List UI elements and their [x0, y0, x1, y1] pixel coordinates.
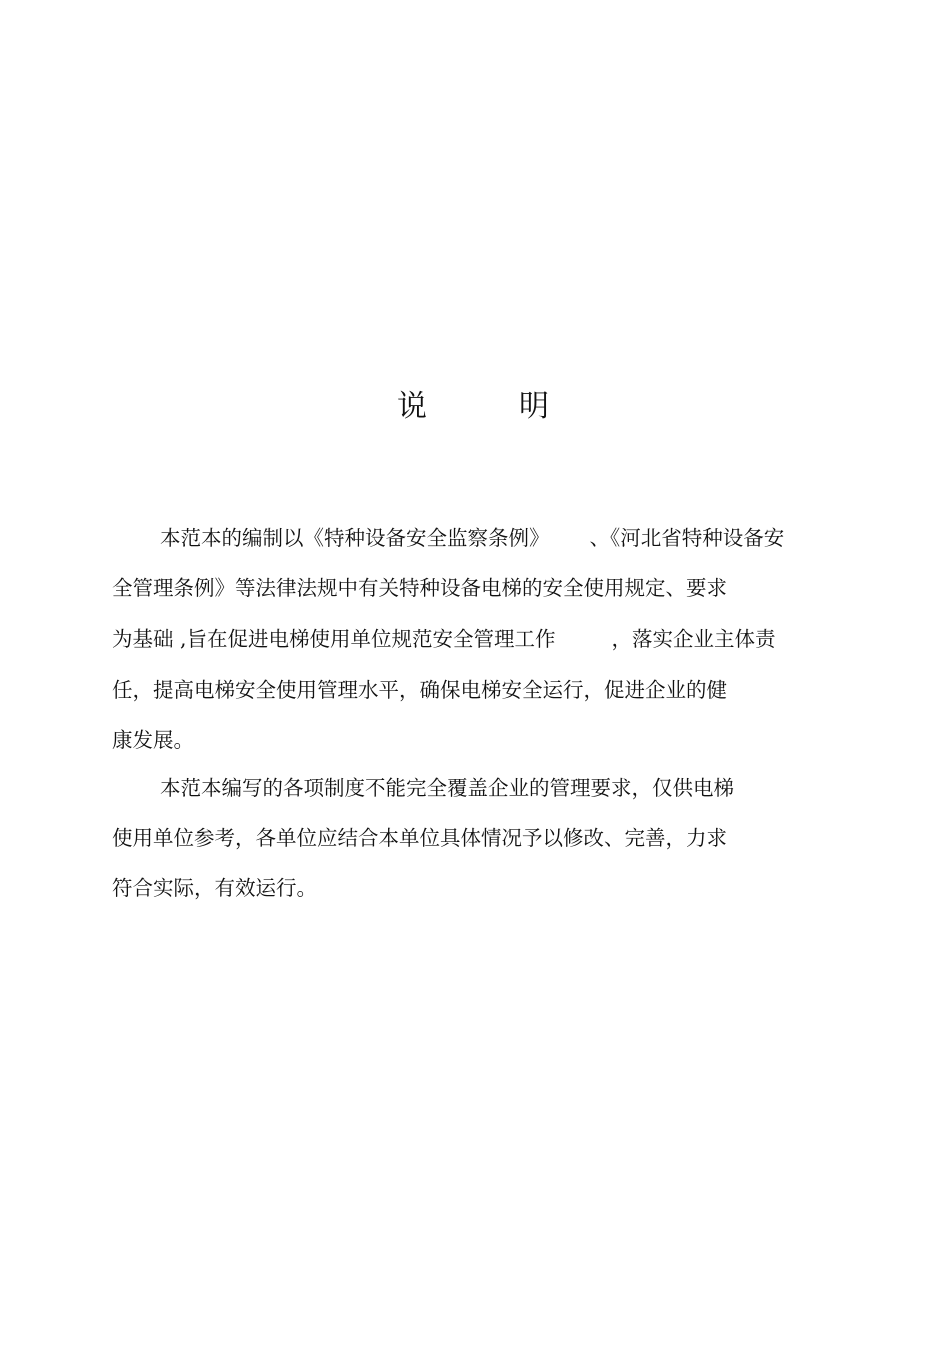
- line-text: 使用单位参考，各单位应结合本单位具体情况予以修改、完善，力求: [112, 826, 727, 850]
- paragraph-line: [112, 821, 832, 855]
- line-text: 符合实际，有效运行。: [112, 876, 317, 900]
- line-text: 本范本的编制以《特种设备安全监察条例》: [160, 526, 550, 550]
- paragraph-line: [160, 771, 880, 805]
- title-char-1: 说: [397, 389, 427, 424]
- paragraph-line: [112, 622, 832, 656]
- line-text: 、《河北省特种设备安: [589, 526, 785, 550]
- line-text: 康发展。: [112, 728, 194, 752]
- paragraph-line: [112, 571, 832, 605]
- line-text: 任，提高电梯安全使用管理水平，确保电梯安全运行，促进企业的健: [112, 678, 727, 702]
- paragraph-line: [160, 521, 880, 555]
- line-text: 本范本编写的各项制度不能完全覆盖企业的管理要求，仅供电梯: [160, 776, 734, 800]
- paragraph-line: [112, 673, 832, 707]
- line-text: 全管理条例》等法律法规中有关特种设备电梯的安全使用规定、要求: [112, 576, 727, 600]
- line-text: ，落实企业主体责: [611, 627, 776, 651]
- page-title: [0, 382, 950, 432]
- title-char-2: 明: [519, 389, 549, 424]
- line-text: 为基础 ,旨在促进电梯使用单位规范安全管理工作: [112, 627, 556, 651]
- paragraph-line: [112, 723, 832, 757]
- paragraph-line: [112, 871, 832, 905]
